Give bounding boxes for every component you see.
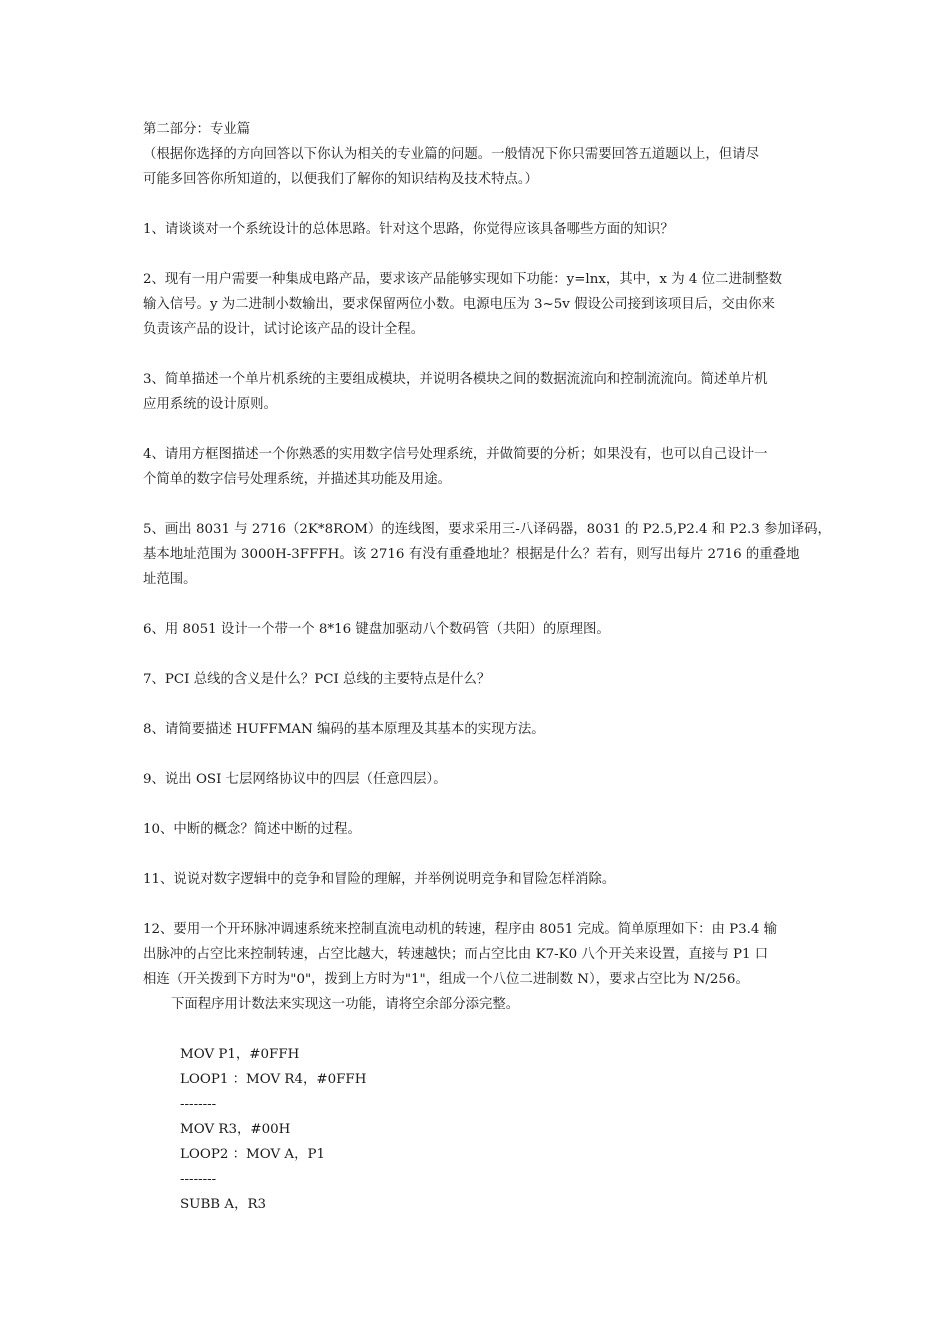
question-8 bbox=[143, 717, 809, 742]
section-header bbox=[143, 117, 809, 192]
question-line: 2、现有一用户需要一种集成电路产品，要求该产品能够实现如下功能：y=lnx，其中，x 为 4 位二进制整数 bbox=[143, 272, 783, 287]
code-line: -------- bbox=[180, 1097, 217, 1112]
question-line: 4、请用方框图描述一个你熟悉的实用数字信号处理系统，并做简要的分析；如果没有，也可以自己设计一 bbox=[143, 447, 768, 462]
question-7 bbox=[143, 667, 809, 692]
intro-line: 可能多回答你所知道的，以便我们了解你的知识结构及技术特点。） bbox=[143, 172, 539, 187]
code-line: MOV P1，#0FFH bbox=[180, 1047, 300, 1062]
code-line: LOOP1 ：MOV R4，#0FFH bbox=[180, 1072, 367, 1087]
question-10 bbox=[143, 817, 809, 842]
question-line: 输入信号。y 为二进制小数输出，要求保留两位小数。电源电压为 3~5v 假设公司接到该项目后，交由你来 bbox=[143, 297, 775, 312]
question-12 bbox=[143, 917, 809, 1017]
question-line: 12、要用一个开环脉冲调速系统来控制直流电动机的转速，程序由 8051 完成。简单原理如下：由 P3.4 输 bbox=[143, 922, 778, 937]
question-line: 10、中断的概念？简述中断的过程。 bbox=[143, 822, 361, 837]
code-listing bbox=[143, 1042, 809, 1217]
question-6 bbox=[143, 617, 809, 642]
code-line: -------- bbox=[180, 1172, 217, 1187]
code-line: LOOP2 ：MOV A，P1 bbox=[180, 1147, 325, 1162]
question-line: 9、说出 OSI 七层网络协议中的四层（任意四层）。 bbox=[143, 772, 447, 787]
question-line: 5、画出 8031 与 2716（2K*8ROM）的连线图，要求采用三-八译码器，8031 的 P2.5,P2.4 和 P2.3 参加译码， bbox=[143, 522, 831, 537]
code-line: MOV R3，#00H bbox=[180, 1122, 291, 1137]
question-line: 7、PCI 总线的含义是什么？PCI 总线的主要特点是什么？ bbox=[143, 672, 491, 687]
question-line: 应用系统的设计原则。 bbox=[143, 397, 277, 412]
question-line: 6、用 8051 设计一个带一个 8*16 键盘加驱动八个数码管（共阳）的原理图。 bbox=[143, 622, 610, 637]
question-11 bbox=[143, 867, 809, 892]
question-line: 个简单的数字信号处理系统，并描述其功能及用途。 bbox=[143, 472, 451, 487]
question-line: 3、简单描述一个单片机系统的主要组成模块，并说明各模块之间的数据流流向和控制流流向。简述单片机 bbox=[143, 372, 768, 387]
question-line: 出脉冲的占空比来控制转速，占空比越大，转速越快；而占空比由 K7-K0 八个开关来设置，直接与 P1 口 bbox=[143, 947, 769, 962]
question-5 bbox=[143, 517, 831, 592]
question-line: 负责该产品的设计，试讨论该产品的设计全程。 bbox=[143, 322, 425, 337]
question-line: 址范围。 bbox=[143, 572, 197, 587]
question-line: 相连（开关拨到下方时为"0"，拨到上方时为"1"，组成一个八位二进制数 N），要求占空比为 N/256。 bbox=[143, 972, 749, 987]
document-page bbox=[143, 117, 831, 1217]
program-intro: 下面程序用计数法来实现这一功能，请将空余部分添完整。 bbox=[171, 997, 520, 1012]
question-line: 8、请简要描述 HUFFMAN 编码的基本原理及其基本的实现方法。 bbox=[143, 722, 545, 737]
question-9 bbox=[143, 767, 809, 792]
question-2 bbox=[143, 267, 809, 342]
section-title: 第二部分：专业篇 bbox=[143, 122, 251, 137]
question-3 bbox=[143, 367, 809, 417]
code-line: SUBB A，R3 bbox=[180, 1197, 267, 1212]
intro-line: （根据你选择的方向回答以下你认为相关的专业篇的问题。一般情况下你只需要回答五道题以上，但请尽 bbox=[143, 147, 759, 162]
question-line: 基本地址范围为 3000H-3FFFH。该 2716 有没有重叠地址？根据是什么？若有，则写出每片 2716 的重叠地 bbox=[143, 547, 800, 562]
question-1 bbox=[143, 217, 809, 242]
question-line: 11、说说对数字逻辑中的竞争和冒险的理解，并举例说明竞争和冒险怎样消除。 bbox=[143, 872, 616, 887]
question-line: 1、请谈谈对一个系统设计的总体思路。针对这个思路，你觉得应该具备哪些方面的知识？ bbox=[143, 222, 674, 237]
question-4 bbox=[143, 442, 809, 492]
